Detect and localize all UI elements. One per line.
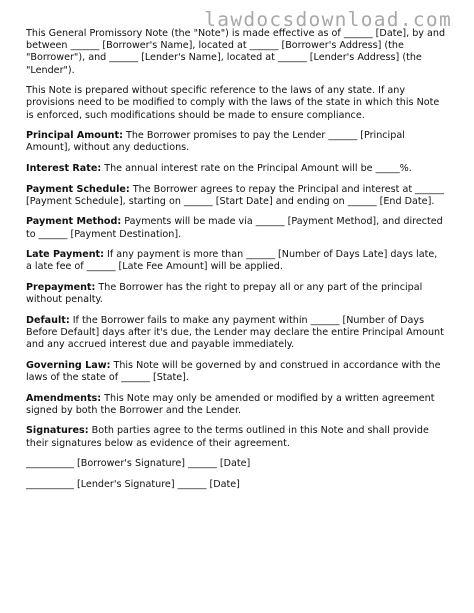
section-text: This Note may only be amended or modified by a written agreement signed by both the Borrower and the Lender.: [26, 392, 435, 416]
section-interest-rate: [26, 163, 446, 175]
section-heading: Amendments:: [26, 392, 102, 404]
section-heading: Governing Law:: [26, 359, 111, 371]
section-heading: Default:: [26, 314, 70, 326]
section-heading: Interest Rate:: [26, 163, 102, 174]
disclaimer-paragraph: This Note is prepared without specific reference to the laws of any state. If any provisions need to be modified to comply with the laws of the state in which this Note is enforced, such modifications should be made to ensure compliance.: [26, 85, 440, 121]
section-text: The Borrower promises to pay the Lender ______ [Principal Amount], without any deductions.: [26, 130, 405, 154]
section-default: [26, 315, 446, 352]
borrower-signature-line: __________ [Borrower's Signature] ______ [Date]: [26, 458, 251, 470]
section-heading: Principal Amount:: [26, 130, 123, 142]
section-heading: Late Payment:: [26, 249, 104, 261]
section-text: The Borrower has the right to prepay all or any part of the principal without penalty.: [26, 281, 423, 306]
section-heading: Payment Schedule:: [26, 183, 130, 195]
section-text: The Borrower agrees to repay the Principal and interest at ______ [Payment Schedule], starting on ______ [Start Date] and ending on ______ [End Date].: [26, 183, 444, 207]
section-heading: Payment Method:: [26, 216, 122, 228]
section-signatures: [26, 425, 446, 449]
section-payment-method: [26, 216, 446, 240]
section-text: Payments will be made via ______ [Payment Method], and directed to ______ [Payment Destination].: [26, 216, 443, 240]
section-text: The annual interest rate on the Principal Amount will be _____%.: [101, 163, 412, 174]
section-amendments: [26, 393, 446, 417]
intro-paragraph: This General Promissory Note (the "Note") is made effective as of ______ [Date], by and between ______ [Borrower's Name], located at ______ [Borrower's Address] (the "Borrower"), and ______ [Lender's Name], located at ______ [Lender's Address] (the "Lender").: [26, 28, 446, 76]
watermark-logo: lawdocsdownload.com: [204, 8, 452, 31]
section-governing-law: [26, 360, 446, 384]
section-late-payment: [26, 249, 446, 273]
section-text: Both parties agree to the terms outlined in this Note and shall provide their signatures below as evidence of their agreement.: [26, 425, 429, 449]
document-body: [26, 28, 446, 499]
section-principal-amount: [26, 130, 446, 154]
lender-signature-line: __________ [Lender's Signature] ______ [Date]: [26, 478, 240, 490]
section-heading: Prepayment:: [26, 281, 96, 293]
section-text: This Note will be governed by and construed in accordance with the laws of the state of ______ [State].: [26, 359, 441, 383]
section-text: If any payment is more than ______ [Number of Days Late] days late, a late fee of ______ [Late Fee Amount] will be applied.: [26, 249, 438, 273]
section-payment-schedule: [26, 184, 446, 208]
section-prepayment: [26, 282, 446, 306]
section-heading: Signatures:: [26, 425, 89, 437]
section-text: If the Borrower fails to make any payment within ______ [Number of Days Before Default] days after it's due, the Lender may declare the entire Principal Amount and any accrued interest due and payable immediately.: [26, 314, 444, 351]
